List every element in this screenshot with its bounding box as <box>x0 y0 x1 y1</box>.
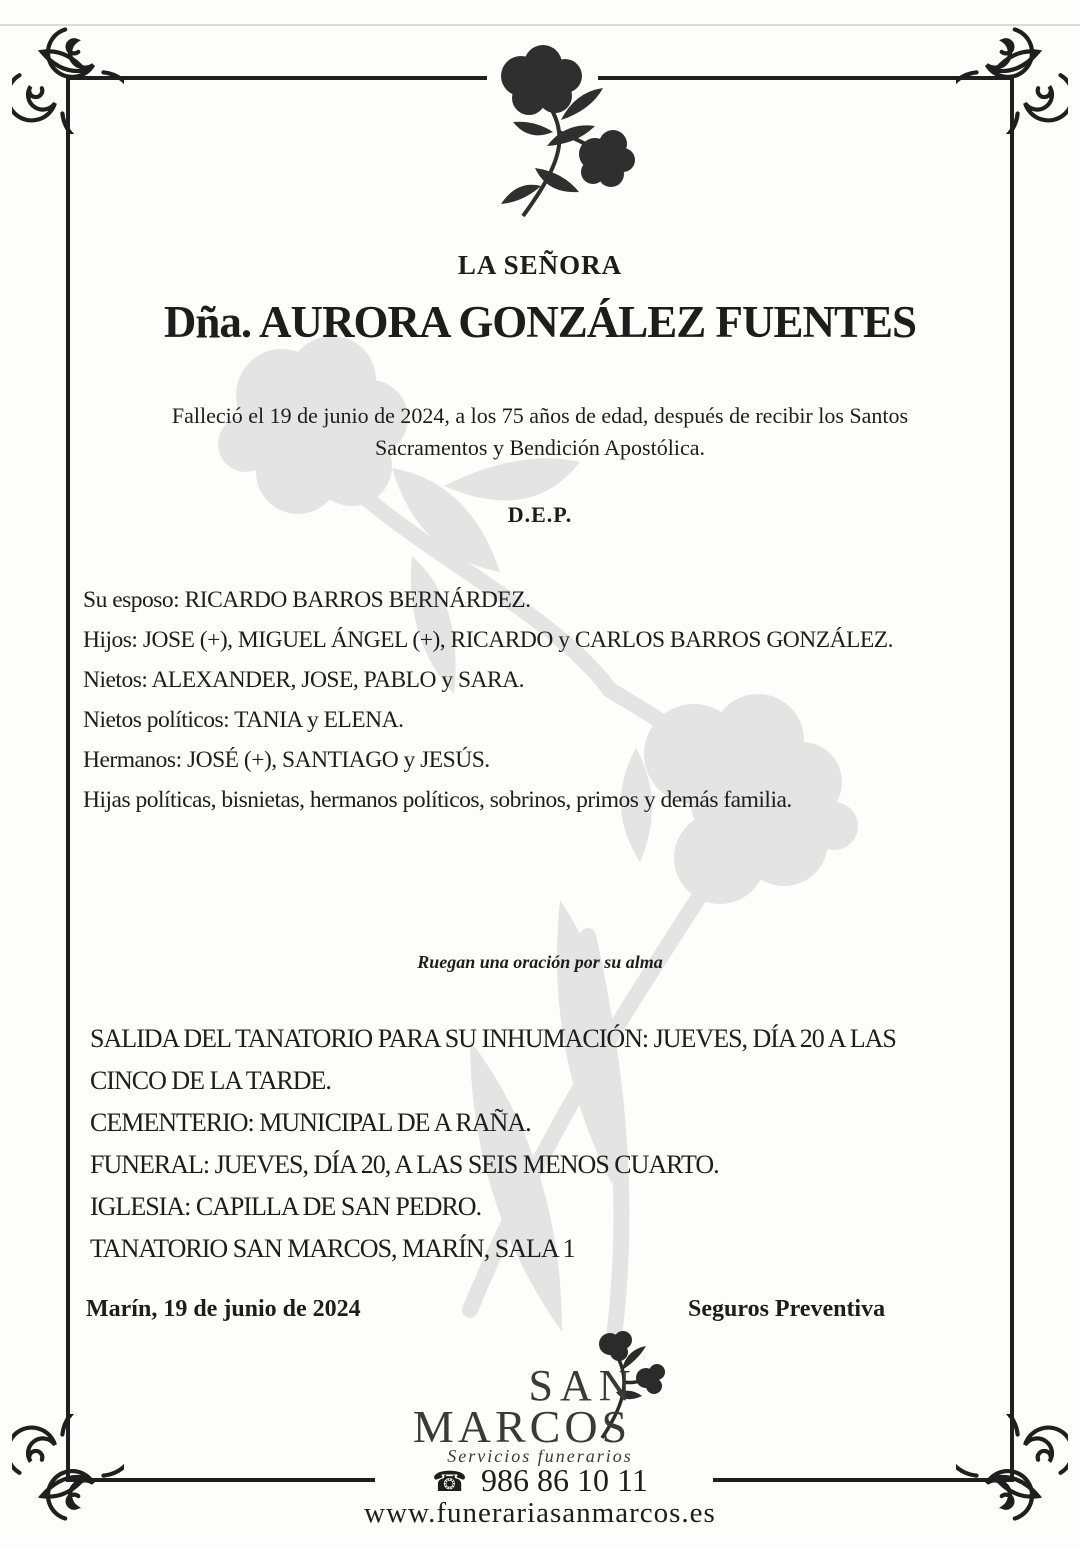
funeral-line: SALIDA DEL TANATORIO PARA SU INHUMACIÓN: JUEVES, DÍA 20 A LAS CINCO DE LA TARDE. <box>90 1024 896 1095</box>
family-line: Hermanos: JOSÉ (+), SANTIAGO y JESÚS. <box>83 747 490 773</box>
family-line: Hijos: JOSE (+), MIGUEL ÁNGEL (+), RICARDO y CARLOS BARROS GONZÁLEZ. <box>83 627 893 653</box>
insurer-name: Seguros Preventiva <box>688 1296 886 1322</box>
funeral-line: CEMENTERIO: MUNICIPAL DE A RAÑA. <box>90 1108 531 1137</box>
website-url: www.funerariasanmarcos.es <box>364 1497 716 1529</box>
logo-text-san: SAN <box>528 1361 638 1410</box>
place-and-date: Marín, 19 de junio de 2024 <box>86 1296 361 1322</box>
death-notice: Falleció el 19 de junio de 2024, a los 75 años de edad, después de recibir los Santos Sacramentos y Bendición Apostólica. <box>171 403 909 460</box>
memorial-flower-icon <box>483 36 658 221</box>
phone-row <box>0 1462 1080 1499</box>
deceased-name: Dña. AURORA GONZÁLEZ FUENTES <box>163 297 917 347</box>
funeral-details <box>90 1018 910 1270</box>
family-list <box>83 580 1033 820</box>
family-line: Nietos políticos: TANIA y ELENA. <box>83 707 404 733</box>
family-line: Nietos: ALEXANDER, JOSE, PABLO y SARA. <box>83 667 525 693</box>
phone-number: 986 86 10 11 <box>481 1462 648 1498</box>
logo-text-marcos: MARCOS <box>412 1401 632 1452</box>
funeral-line: FUNERAL: JUEVES, DÍA 20, A LAS SEIS MENOS CUARTO. <box>90 1150 719 1179</box>
funeral-line: IGLESIA: CAPILLA DE SAN PEDRO. <box>90 1192 482 1221</box>
dep-abbreviation: D.E.P. <box>507 502 573 527</box>
family-line: Su esposo: RICARDO BARROS BERNÁRDEZ. <box>83 587 531 613</box>
header-label: LA SEÑORA <box>457 250 623 280</box>
phone-icon: ☎ <box>432 1465 468 1498</box>
logo-tagline: Servicios funerarios <box>447 1446 633 1466</box>
prayer-line: Ruegan una oración por su alma <box>417 952 663 972</box>
family-line: Hijas políticas, bisnietas, hermanos políticos, sobrinos, primos y demás familia. <box>83 787 792 813</box>
funeral-line: TANATORIO SAN MARCOS, MARÍN, SALA 1 <box>90 1234 575 1263</box>
